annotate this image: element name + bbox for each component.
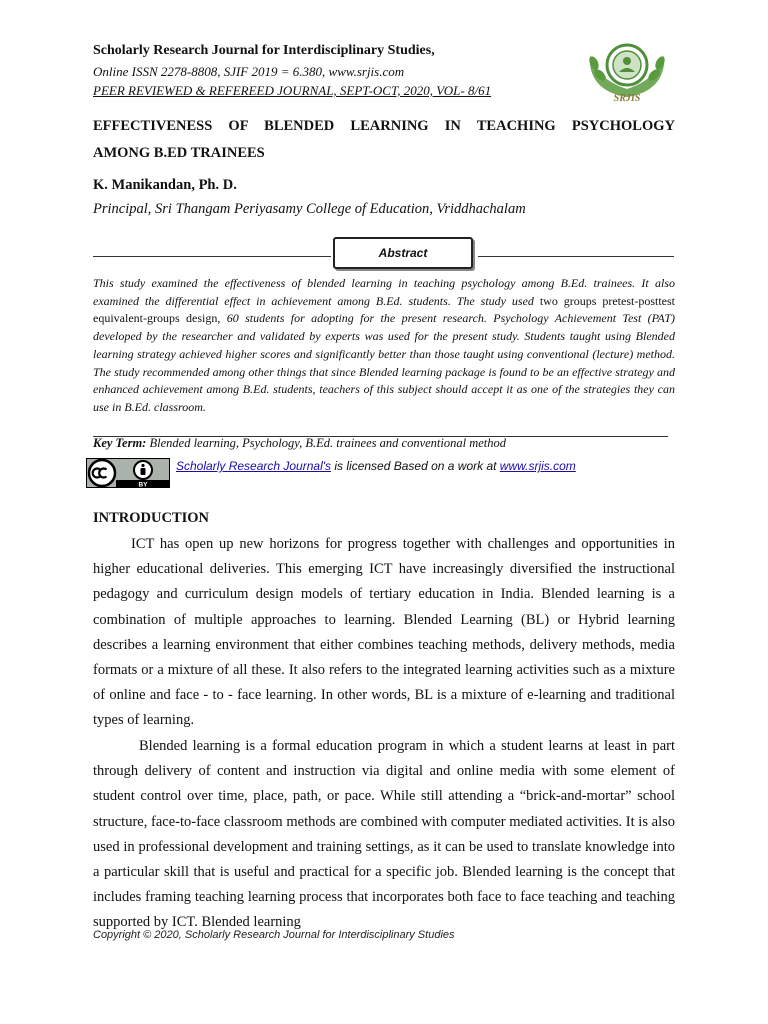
abstract-text-part3: 60 students for adopting for the present research. Psychology Achievement Test (PAT) developed by the researcher and validated by experts was used for the present study. Students taught using Blended learning strategy achieved higher scores and significantly better than those taught using conventional (lecture) method. The study recommended among other things that since Blended learning package is found to be an effective strategy and enhanced achievement among B.Ed. students, teachers of this subject should accept it as one of the strategies they can use in B.Ed. classroom. (93, 311, 675, 414)
key-terms-list: Blended learning, Psychology, B.Ed. trainees and conventional method (146, 436, 507, 450)
license-middle-text: is licensed Based on a work at (331, 459, 500, 473)
author-name: K. Manikandan, Ph. D. (93, 177, 237, 193)
issn-line: Online ISSN 2278-8808, SJIF 2019 = 6.380, www.srjis.com (93, 64, 405, 79)
key-terms (93, 436, 506, 451)
introduction-paragraph-1: ICT has open up new horizons for progress together with challenges and opportunities in higher educational deliveries. This emerging ICT have increasingly diversified the instructional pedagogy and curriculum design models of tertiary education in India. Blended learning is a combination of multiple approaches to learning. Blended Learning (BL) or Hybrid learning describes a learning environment that either combines teaching methods, delivery methods, media formats or a mixture of all these. It also refers to the integrated learning activities such as a mixture of online and face - to - face learning. In other words, BL is a mixture of e-learning and traditional types of learning. (93, 536, 675, 729)
copyright-footer: Copyright © 2020, Scholarly Research Journal for Interdisciplinary Studies (93, 929, 455, 941)
journal-license-link[interactable]: Scholarly Research Journal's (176, 459, 332, 473)
license-line (176, 459, 576, 473)
peer-reviewed-line: PEER REVIEWED & REFEREED JOURNAL, SEPT-OCT, 2020, VOL- 8/61 (93, 83, 492, 98)
journal-name: Scholarly Research Journal for Interdisciplinary Studies, (93, 43, 435, 58)
logo-text: SRJIS (613, 93, 641, 104)
introduction-heading: INTRODUCTION (93, 510, 210, 526)
srjis-url-link[interactable]: www.srjis.com (499, 459, 576, 473)
article-title-line2: AMONG B.ED TRAINEES (93, 145, 265, 161)
abstract-text (93, 275, 675, 417)
abstract-rule-left (93, 256, 331, 257)
author-affiliation: Principal, Sri Thangam Periyasamy College of Education, Vriddhachalam (93, 201, 526, 217)
abstract-heading-box (333, 237, 473, 269)
srjis-logo (580, 37, 674, 105)
key-term-label: Key Term: (93, 436, 147, 450)
abstract-heading: Abstract (378, 246, 428, 260)
introduction-paragraph-2: Blended learning is a formal education program in which a student learns at least in part through delivery of content and instruction via digital and online media with some element of student control over time, place, path, or pace. While still attending a “brick-and-mortar” school structure, face-to-face classroom methods are combined with computer mediated activities. It is also used in professional development and training settings, as it can be used to translate knowledge into a particular skill that is useful and practical for a specific job. Blended learning is the concept that includes framing teaching learning process that incorporates both face to face teaching and teaching supported by ICT. Blended learning (93, 738, 675, 931)
article-title (93, 113, 675, 167)
abstract-text-part2: two groups pretest-posttest equivalent-groups design, (93, 293, 675, 326)
abstract-rule-right (478, 256, 674, 257)
cc-by-label: BY (138, 481, 148, 488)
article-title-line1: EFFECTIVENESS OF BLENDED LEARNING IN TEACHING PSYCHOLOGY (93, 118, 675, 134)
abstract-text-part1: This study examined the effectiveness of blended learning in teaching psychology among B.Ed. trainees. It also examined the differential effect in achievement among B.Ed. students. The study used (93, 276, 675, 308)
cc-by-license-icon[interactable] (86, 458, 170, 488)
